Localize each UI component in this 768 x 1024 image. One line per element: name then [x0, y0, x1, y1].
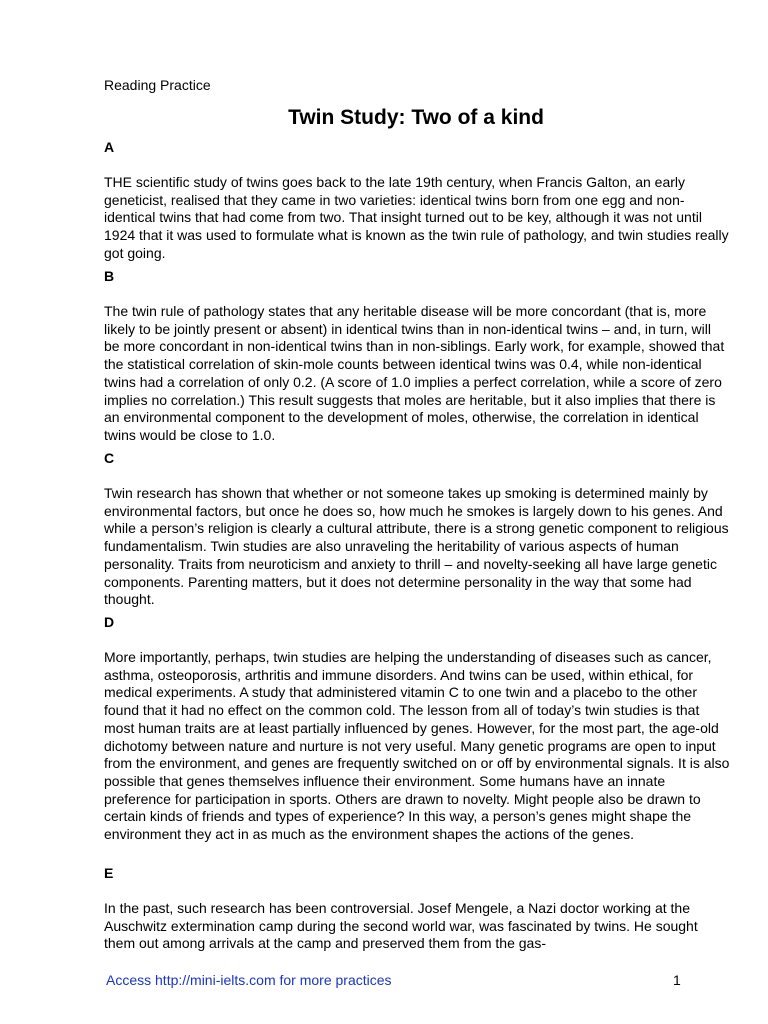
section-letter: E [104, 865, 114, 881]
section-paragraph: THE scientific study of twins goes back to the late 19th century, when Francis Galton, an early geneticist, realised that they came in two varieties: identical twins born from one egg and non-identical twins that had come from two. That insight turned out to be key, although it was not until 1924 that it was used to formulate what is known as the twin rule of pathology, and twin studies really got going. [104, 174, 729, 261]
page-title: Twin Study: Two of a kind [288, 106, 544, 129]
section-paragraph: More importantly, perhaps, twin studies are helping the understanding of diseases such as cancer, asthma, osteoporosis, arthritis and immune disorders. And twins can be used, within ethical, for medical experiments. A study that administered vitamin C to one twin and a placebo to the other found that it had no effect on the common cold. The lesson from all of today’s twin studies is that most human traits are at least partially influenced by genes. However, for the most part, the age-old dichotomy between nature and nurture is not very useful. Many genetic programs are open to input from the environment, and genes are frequently switched on or off by environmental signals. It is also possible that genes themselves influence their environment. Some humans have an innate preference for participation in sports. Others are drawn to novelty. Might people also be drawn to certain kinds of friends and types of experience? In this way, a person’s genes might shape the environment they act in as much as the environment shapes the actions of the genes. [104, 649, 730, 843]
header-label: Reading Practice [104, 77, 211, 93]
section-d [104, 614, 734, 844]
section-letter: A [104, 139, 115, 155]
section-letter: C [104, 450, 115, 466]
document-page [104, 0, 734, 1024]
footer-link[interactable]: Access http://mini-ielts.com for more practices [106, 972, 392, 988]
section-paragraph: The twin rule of pathology states that any heritable disease will be more concordant (that is, more likely to be jointly present or absent) in identical twins than in non-identical twins – and, in turn, will be more concordant in non-identical twins than in non-siblings. Early work, for example, showed that the statistical correlation of skin-mole counts between identical twins was 0.4, while non-identical twins had a correlation of only 0.2. (A score of 1.0 implies a perfect correlation, while a score of zero implies no correlation.) This result suggests that moles are heritable, but it also implies that there is an environmental component to the development of moles, otherwise, the correlation in identical twins would be close to 1.0. [104, 303, 725, 443]
section-e [104, 865, 734, 953]
section-a [104, 139, 734, 263]
page-number: 1 [673, 972, 681, 988]
section-paragraph: Twin research has shown that whether or not someone takes up smoking is determined mainly by environmental factors, but once he does so, how much he smokes is largely down to his genes. And while a person’s religion is clearly a cultural attribute, there is a strong genetic component to religious fundamentalism. Twin studies are also unraveling the heritability of various aspects of human personality. Traits from neuroticism and anxiety to thrill – and novelty-seeking all have large genetic components. Parenting matters, but it does not determine personality in the way that some had thought. [104, 485, 729, 608]
section-b [104, 268, 734, 445]
section-letter: D [104, 614, 115, 630]
section-letter: B [104, 268, 115, 284]
section-paragraph: In the past, such research has been controversial. Josef Mengele, a Nazi doctor working at the Auschwitz extermination camp during the second world war, was fascinated by twins. He sought them out among arrivals at the camp and preserved them from the gas- [104, 900, 698, 952]
section-c [104, 450, 734, 609]
